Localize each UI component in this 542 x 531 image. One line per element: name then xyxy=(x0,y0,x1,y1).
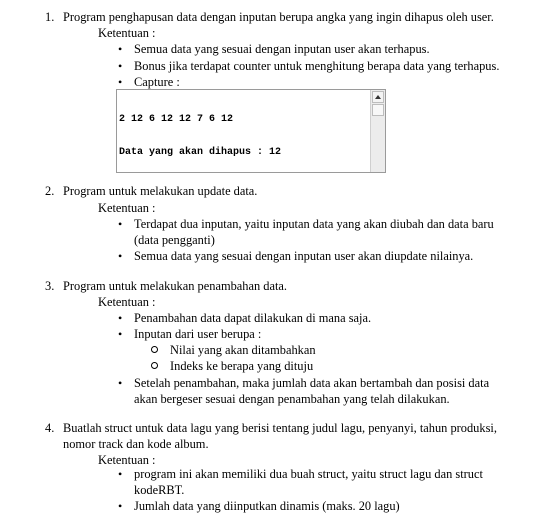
console-capture xyxy=(116,89,386,173)
item-4-title-cont: nomor track dan kode album. xyxy=(63,437,209,451)
bullet-icon: • xyxy=(118,499,123,513)
item-4-number: 4. xyxy=(45,421,55,435)
bullet-icon: • xyxy=(118,75,123,89)
item-3-title: Program untuk melakukan penambahan data. xyxy=(63,279,287,293)
scroll-thumb[interactable] xyxy=(372,104,384,116)
console-output xyxy=(119,92,281,173)
item-3-bullet-3-cont: akan bergeser sesuai dengan penambahan yang telah dilakukan. xyxy=(134,392,450,406)
bullet-icon: • xyxy=(118,249,123,263)
item-4-bullet-1-cont: kodeRBT. xyxy=(134,483,185,497)
console-line: 2 12 6 12 12 7 6 12 xyxy=(119,114,234,125)
circle-bullet-icon xyxy=(151,362,158,369)
item-1-bullet-3: Capture : xyxy=(134,75,180,89)
item-1-ketentuan: Ketentuan : xyxy=(98,26,156,40)
item-2-title: Program untuk melakukan update data. xyxy=(63,184,258,198)
item-2-bullet-2: Semua data yang sesuai dengan inputan user akan diupdate nilainya. xyxy=(134,249,474,263)
circle-bullet-icon xyxy=(151,346,158,353)
console-scrollbar[interactable] xyxy=(370,90,385,172)
item-3-subitem-2: Indeks ke berapa yang dituju xyxy=(170,359,314,373)
item-3-number: 3. xyxy=(45,279,55,293)
item-2-number: 2. xyxy=(45,184,55,198)
item-4-ketentuan: Ketentuan : xyxy=(98,453,156,467)
item-4-bullet-1: program ini akan memiliki dua buah struct, yaitu struct lagu dan struct xyxy=(134,467,483,481)
item-1-title: Program penghapusan data dengan inputan berupa angka yang ingin dihapus oleh user. xyxy=(63,10,494,24)
item-3-bullet-1: Penambahan data dapat dilakukan di mana saja. xyxy=(134,311,372,325)
bullet-icon: • xyxy=(118,376,123,390)
bullet-icon: • xyxy=(118,217,123,231)
item-4-title: Buatlah struct untuk data lagu yang berisi tentang judul lagu, penyanyi, tahun produksi, xyxy=(63,421,497,435)
item-1-bullet-1: Semua data yang sesuai dengan inputan user akan terhapus. xyxy=(134,42,430,56)
item-3-bullet-2: Inputan dari user berupa : xyxy=(134,327,262,341)
item-3-ketentuan: Ketentuan : xyxy=(98,295,156,309)
item-2-bullet-1-cont: (data pengganti) xyxy=(134,233,215,247)
bullet-icon: • xyxy=(118,327,123,341)
bullet-icon: • xyxy=(118,59,123,73)
item-4-bullet-2: Jumlah data yang diinputkan dinamis (maks. 20 lagu) xyxy=(134,499,400,513)
item-2-bullet-1: Terdapat dua inputan, yaitu inputan data yang akan diubah dan data baru xyxy=(134,217,494,231)
bullet-icon: • xyxy=(118,467,123,481)
scroll-up-arrow-icon[interactable] xyxy=(372,91,384,103)
bullet-icon: • xyxy=(118,42,123,56)
console-line: Data yang akan dihapus : 12 xyxy=(119,147,282,158)
item-3-subitem-1: Nilai yang akan ditambahkan xyxy=(170,343,316,357)
item-3-bullet-3: Setelah penambahan, maka jumlah data akan bertambah dan posisi data xyxy=(134,376,490,390)
item-1-number: 1. xyxy=(45,10,55,24)
bullet-icon: • xyxy=(118,311,123,325)
item-1-bullet-2: Bonus jika terdapat counter untuk menghitung berapa data yang terhapus. xyxy=(134,59,500,73)
item-2-ketentuan: Ketentuan : xyxy=(98,201,156,215)
